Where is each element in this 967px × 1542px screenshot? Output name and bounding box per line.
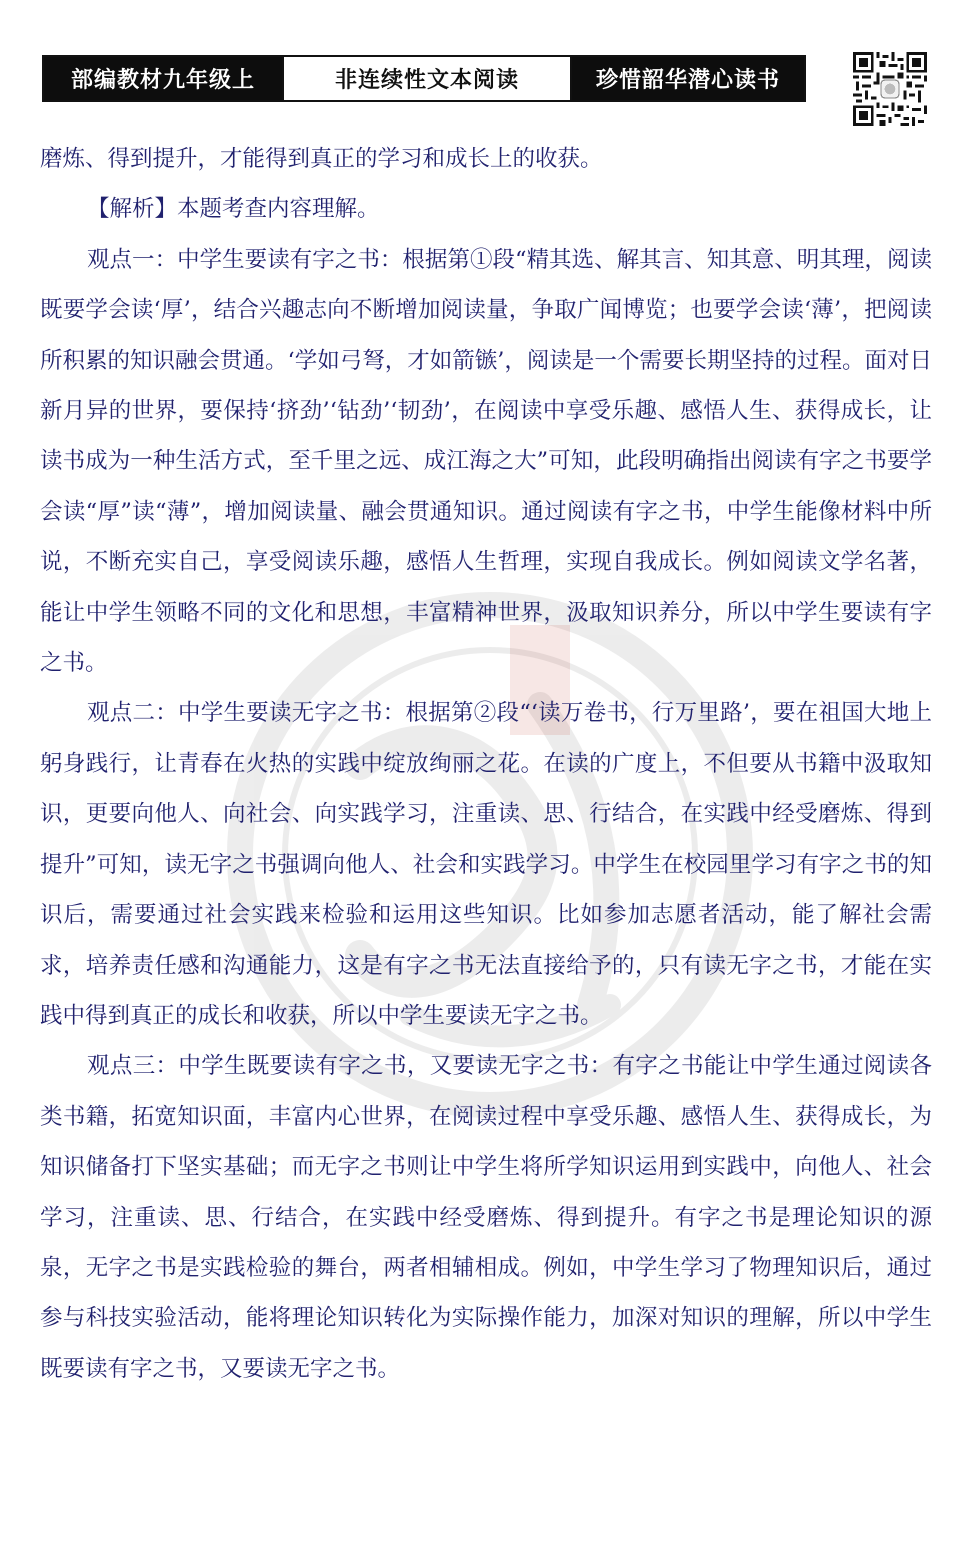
paragraph-continuation: 磨炼、得到提升，才能得到真正的学习和成长上的收获。 [40,146,603,172]
header-slogan-label: 珍惜韶华潜心读书 [572,57,804,100]
header-topic-label: 非连续性文本阅读 [282,57,572,100]
header-banner [42,55,806,102]
paragraph-analysis-heading: 【解析】本题考查内容理解。 [87,196,380,223]
article-body [40,134,932,1394]
header-grade-label: 部编教材九年级上 [44,57,282,100]
paragraph-viewpoint-one: 观点一：中学生要读有字之书：根据第①段“精其选、解其言、知其意、明其理，阅读既要学会读‘厚’，结合兴趣志向不断增加阅读量，争取广闻博览；也要学会读‘薄’，把阅读所积累的知识融会贯通。‘学如弓弩，才如箭镞’，阅读是一个需要长期坚持的过程。面对日新月异的世界，要保持‘挤劲’‘钻劲’‘韧劲’，在阅读中享受乐趣、感悟人生、获得成长，让读书成为一种生活方式，至千里之远、成江海之大”可知，此段明确指出阅读有字之书要学会读“厚”读“薄”，增加阅读量、融会贯通知识。通过阅读有字之书，中学生能像材料中所说，不断充实自己，享受阅读乐趣，感悟人生哲理，实现自我成长。例如阅读文学名著，能让中学生领略不同的文化和思想，丰富精神世界，汲取知识养分，所以中学生要读有字之书。 [40,246,932,677]
paragraph-viewpoint-three: 观点三：中学生既要读有字之书，又要读无字之书：有字之书能让中学生通过阅读各类书籍，拓宽知识面，丰富内心世界，在阅读过程中享受乐趣、感悟人生、获得成长，为知识储备打下坚实基础；而无字之书则让中学生将所学知识运用到实践中，向他人、社会学习，注重读、思、行结合，在实践中经受磨炼、得到提升。有字之书是理论知识的源泉，无字之书是实践检验的舞台，两者相辅相成。例如，中学生学习了物理知识后，通过参与科技实验活动，能将理论知识转化为实际操作能力，加深对知识的理解，所以中学生既要读有字之书，又要读无字之书。 [40,1053,932,1382]
paragraph-viewpoint-two: 观点二：中学生要读无字之书：根据第②段“‘读万卷书，行万里路’，要在祖国大地上躬身践行，让青春在火热的实践中绽放绚丽之花。在读的广度上，不但要从书籍中汲取知识，更要向他人、向社会、向实践学习，注重读、思、行结合，在实践中经受磨炼、得到提升”可知，读无字之书强调向他人、社会和实践学习。中学生在校园里学习有字之书的知识后，需要通过社会实践来检验和运用这些知识。比如参加志愿者活动，能了解社会需求，培养责任感和沟通能力，这是有字之书无法直接给予的，只有读无字之书，才能在实践中得到真正的成长和收获，所以中学生要读无字之书。 [40,700,932,1029]
qr-code-icon [853,52,927,126]
